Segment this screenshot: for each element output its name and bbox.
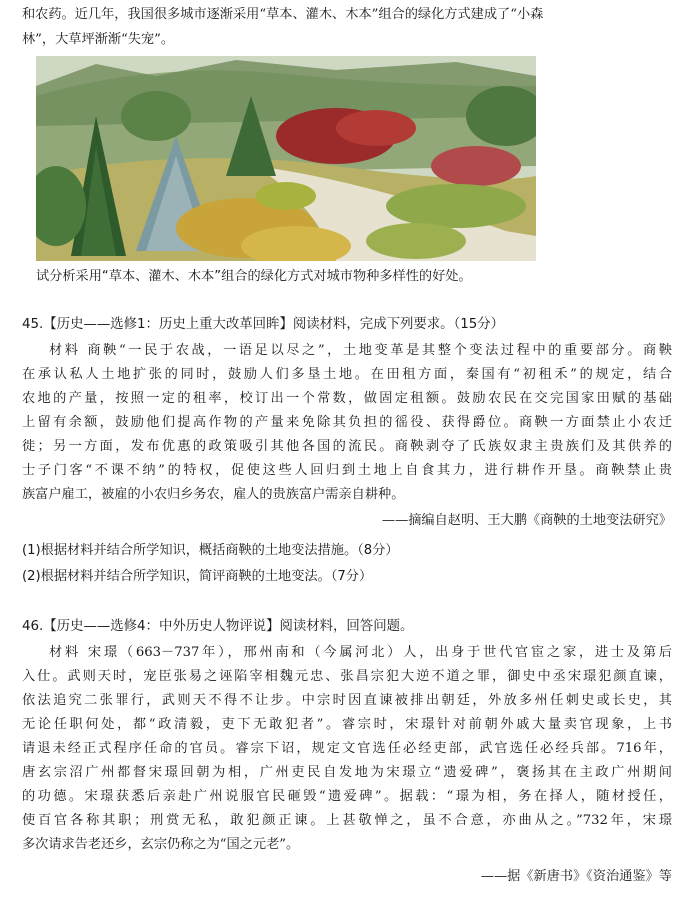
intro-line-1: 和农药。近几年，我国很多城市逐渐采用“草本、灌木、木本”组合的绿化方式建成了“小森 [22, 7, 544, 22]
q46-material-line: 入仕。武则天时，宠臣张易之诬陷宰相魏元忠、张昌宗犯大逆不道之罪，御史中丞宋璟犯颜直谏， [22, 669, 672, 684]
q45-material-line: 农地的产量，按照一定的租率，校订出一个常数，做固定租额。鼓励农民在交完国家田赋的基础 [22, 391, 672, 406]
q46-material-line: 依法追究二张罪行，武则天不得不让步。中宗时因直谏被排出朝廷，外放多州任刺史或长史，其 [22, 693, 672, 708]
q45-subquestion-1: (1)根据材料并结合所学知识，概括商鞅的土地变法措施。（8分） [22, 543, 399, 558]
q45-subquestion-2: (2)根据材料并结合所学知识，简评商鞅的土地变法。（7分） [22, 569, 373, 584]
q45-material-line: 族富户雇工，被雇的小农归乡务农，雇人的贵族富户需亲自耕种。 [22, 487, 405, 502]
q45-source: ——摘编自赵明、王大鹏《商鞅的土地变法研究》 [381, 513, 672, 528]
q46-material-line: 无论任职何处，都“政清毅，吏下无敢犯者”。睿宗时，宋璟针对前朝外戚大量卖官现象，上书 [22, 717, 672, 732]
photo-question: 试分析采用“草本、灌木、木本”组合的绿化方式对城市物种多样性的好处。 [36, 269, 472, 284]
q45-material-line: 上留有余额，鼓励他们提高作物的产量来免除其负担的徭役、获得爵位。商鞅一方面禁止小农迁 [22, 415, 672, 430]
intro-line-2: 林”，大草坪渐渐“失宠”。 [22, 32, 175, 47]
q46-material-line: 唐玄宗沼广州都督宋璟回朝为相，广州吏民自发地为宋璟立“遗爱碑”，褒扬其在主政广州期间 [22, 765, 672, 780]
q46-source: ——据《新唐书》《资治通鉴》等 [480, 869, 672, 884]
q45-material-line: 士子门客“不课不纳”的特权，促使这些人回归到土地上自食其力，进行耕作开垦。商鞅禁止贵 [22, 463, 672, 478]
q45-material-line: 徙；另一方面，发布优惠的政策吸引其他各国的流民。商鞅剥夺了氏族奴隶主贵族们及其供养的 [22, 439, 672, 454]
q46-material-line: 请退未经正式程序任命的官员。睿宗下诏，规定文官选任必经吏部，武官选任必经兵部。716年， [22, 741, 672, 756]
q46-heading: 46.【历史——选修4：中外历史人物评说】阅读材料，回答问题。 [22, 619, 414, 634]
q46-material-line: 使百官各称其职；刑赏无私，敢犯颜正谏。上甚敬惮之，虽不合意，亦曲从之。”732年，宋璟 [22, 813, 672, 828]
q45-material-line: 材料 商鞅“一民于农战，一语足以尽之”，土地变革是其整个变法过程中的重要部分。商鞅 [49, 343, 672, 358]
q46-material-line: 的功德。宋璟获悉后亲赴广州说服官民砸毁“遗爱碑”。据载：“璟为相，务在择人，随材授任， [22, 789, 672, 804]
q46-material-line: 多次请求告老还乡，玄宗仍称之为“国之元老”。 [22, 837, 300, 852]
garden-photo [36, 56, 536, 261]
q45-material-line: 在承认私人土地扩张的同时，鼓励人们多垦土地。在田租方面，秦国有“初租禾”的规定，结合 [22, 367, 672, 382]
q46-material-line: 材料 宋璟（663－737年），邢州南和（今属河北）人，出身于世代官宦之家，进士及第后 [49, 645, 672, 660]
q45-heading: 45.【历史——选修1：历史上重大改革回眸】阅读材料，完成下列要求。（15分） [22, 317, 505, 332]
